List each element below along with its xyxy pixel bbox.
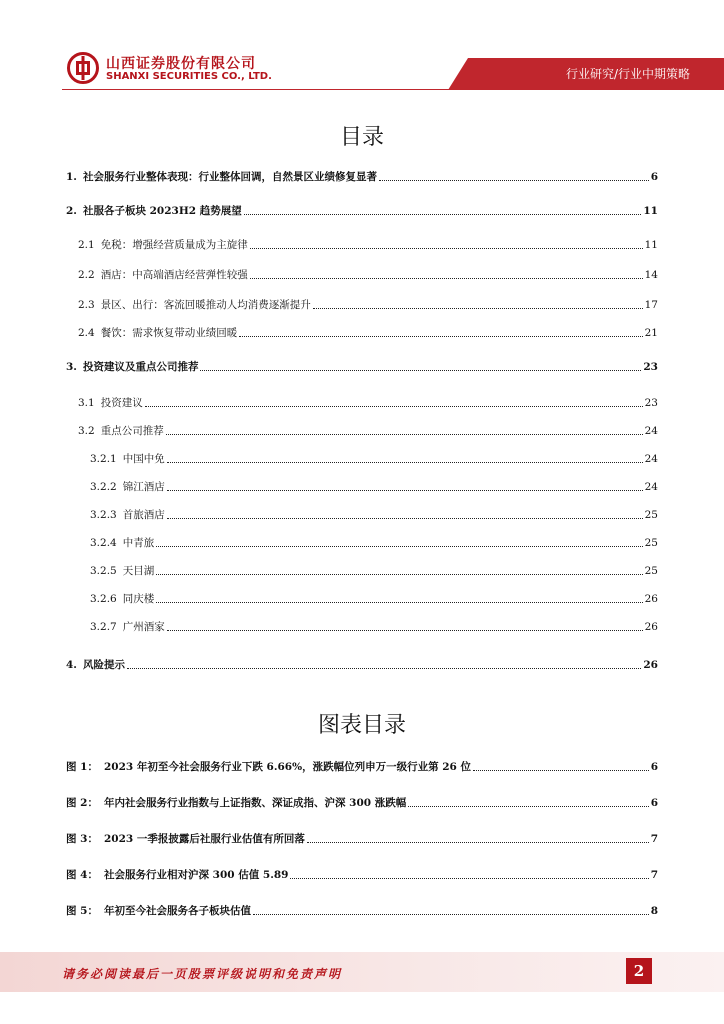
dot-leader xyxy=(290,878,648,879)
toc-entry-page: 25 xyxy=(644,537,658,549)
dot-leader xyxy=(166,434,643,435)
dot-leader xyxy=(127,668,641,669)
dot-leader xyxy=(145,406,643,407)
toc-entry[interactable] xyxy=(90,534,658,550)
figure-entry-label: 年内社会服务行业指数与上证指数、深证成指、沪深 300 涨跌幅 xyxy=(104,797,407,809)
toc-entry-number: 2. xyxy=(66,205,77,217)
toc-entry-number: 3.2.3 xyxy=(90,509,117,521)
figure-entry[interactable] xyxy=(66,794,658,810)
toc-entry-label: 首旅酒店 xyxy=(122,509,165,521)
toc-title: 目录 xyxy=(339,125,384,150)
toc-entry[interactable] xyxy=(90,450,658,466)
toc-entry[interactable] xyxy=(78,236,658,252)
toc-entry-number: 3.2.6 xyxy=(90,593,117,605)
toc-entry[interactable] xyxy=(66,202,658,218)
footer-disclaimer: 请务必阅读最后一页股票评级说明和免责声明 xyxy=(62,967,343,981)
dot-leader xyxy=(239,336,642,337)
dot-leader xyxy=(473,770,649,771)
dot-leader xyxy=(250,248,643,249)
dot-leader xyxy=(379,180,649,181)
toc-entry[interactable] xyxy=(90,590,658,606)
figure-entry-label: 社会服务行业相对沪深 300 估值 5.89 xyxy=(104,869,289,881)
toc-entry-number: 3.2.1 xyxy=(90,453,117,465)
figure-entry-number: 图 3： xyxy=(66,833,98,845)
dot-leader xyxy=(307,842,649,843)
figure-entry-page: 6 xyxy=(650,761,658,773)
dot-leader xyxy=(250,278,643,279)
toc-entry-page: 11 xyxy=(644,239,658,251)
dot-leader xyxy=(156,602,642,603)
toc-entry-label: 免税：增强经营质量成为主旋律 xyxy=(100,239,248,251)
figure-entry-page: 7 xyxy=(650,869,658,881)
toc-entry-label: 景区、出行：客流回暖推动人均消费逐渐提升 xyxy=(100,299,311,311)
figure-list-title: 图表目录 xyxy=(317,713,406,738)
toc-entry-number: 3.1 xyxy=(78,397,95,409)
toc-entry-number: 3.2.2 xyxy=(90,481,117,493)
toc-entry-label: 中青旅 xyxy=(122,537,155,549)
dot-leader xyxy=(408,806,648,807)
page-header xyxy=(0,0,724,96)
toc-entry[interactable] xyxy=(78,296,658,312)
toc-entry-label: 天目湖 xyxy=(122,565,155,577)
toc-entry-page: 26 xyxy=(644,621,658,633)
toc-entry-page: 26 xyxy=(643,659,658,671)
dot-leader xyxy=(244,214,642,215)
toc-entry-page: 25 xyxy=(644,509,658,521)
dot-leader xyxy=(200,370,641,371)
toc-entry-page: 24 xyxy=(644,425,658,437)
toc-entry-page: 11 xyxy=(643,205,658,217)
toc-entry[interactable] xyxy=(66,358,658,374)
company-name-cn: 山西证券股份有限公司 xyxy=(106,56,256,72)
toc-entry-label: 锦江酒店 xyxy=(122,481,165,493)
toc-entry[interactable] xyxy=(78,394,658,410)
figure-entry-label: 2023 年初至今社会服务行业下跌 6.66%，涨跌幅位列申万一级行业第 26 位 xyxy=(104,761,472,773)
dot-leader xyxy=(167,462,643,463)
toc-entry-label: 中国中免 xyxy=(122,453,165,465)
figure-entry-number: 图 2： xyxy=(66,797,98,809)
report-category: 行业研究/行业中期策略 xyxy=(565,67,690,81)
toc-entry[interactable] xyxy=(90,618,658,634)
toc-entry-number: 3.2 xyxy=(78,425,95,437)
toc-entry-label: 同庆楼 xyxy=(122,593,155,605)
dot-leader xyxy=(167,490,643,491)
toc-entry-number: 3.2.7 xyxy=(90,621,117,633)
page-number: 2 xyxy=(626,958,652,984)
header-divider xyxy=(62,89,724,90)
toc-entry[interactable] xyxy=(78,422,658,438)
figure-entry-page: 8 xyxy=(650,905,658,917)
toc-entry-page: 23 xyxy=(644,397,658,409)
toc-entry-page: 24 xyxy=(644,453,658,465)
toc-entry-number: 2.4 xyxy=(78,327,95,339)
figure-entry-page: 6 xyxy=(650,797,658,809)
toc-entry-page: 24 xyxy=(644,481,658,493)
toc-entry-number: 1. xyxy=(66,171,77,183)
toc-entry-number: 2.2 xyxy=(78,269,95,281)
figure-entry-number: 图 1： xyxy=(66,761,98,773)
toc-entry-label: 餐饮：需求恢复带动业绩回暖 xyxy=(100,327,238,339)
figure-entry[interactable] xyxy=(66,902,658,918)
dot-leader xyxy=(253,914,649,915)
toc-entry-page: 23 xyxy=(643,361,658,373)
toc-entry-label: 风险提示 xyxy=(82,659,125,671)
dot-leader xyxy=(313,308,643,309)
dot-leader xyxy=(167,630,643,631)
toc-entry-page: 21 xyxy=(644,327,658,339)
dot-leader xyxy=(156,546,642,547)
toc-entry-number: 2.3 xyxy=(78,299,95,311)
toc-entry-label: 投资建议 xyxy=(100,397,143,409)
toc-entry-label: 广州酒家 xyxy=(122,621,165,633)
toc-entry-page: 6 xyxy=(650,171,658,183)
toc-entry[interactable] xyxy=(78,266,658,282)
toc-entry-label: 社会服务行业整体表现：行业整体回调，自然景区业绩修复显著 xyxy=(82,171,377,183)
toc-entry-number: 4. xyxy=(66,659,77,671)
toc-entry[interactable] xyxy=(66,656,658,672)
toc-entry-number: 3.2.4 xyxy=(90,537,117,549)
figure-entry-label: 2023 一季报披露后社服行业估值有所回落 xyxy=(104,833,305,845)
toc-entry[interactable] xyxy=(90,562,658,578)
toc-entry[interactable] xyxy=(78,324,658,340)
toc-entry-label: 社服各子板块 2023H2 趋势展望 xyxy=(82,205,242,217)
toc-entry-page: 26 xyxy=(644,593,658,605)
company-name-en: SHANXI SECURITIES CO., LTD. xyxy=(106,71,272,82)
toc-entry-page: 25 xyxy=(644,565,658,577)
dot-leader xyxy=(167,518,643,519)
toc-entry-label: 投资建议及重点公司推荐 xyxy=(82,361,199,373)
toc-entry-label: 重点公司推荐 xyxy=(100,425,164,437)
toc-entry-number: 3. xyxy=(66,361,77,373)
figure-entry-label: 年初至今社会服务各子板块估值 xyxy=(104,905,251,917)
toc-entry[interactable] xyxy=(66,168,658,184)
toc-entry-page: 17 xyxy=(644,299,658,311)
toc-entry-label: 酒店：中高端酒店经营弹性较强 xyxy=(100,269,248,281)
toc-entry[interactable] xyxy=(90,506,658,522)
figure-entry-number: 图 5： xyxy=(66,905,98,917)
figure-entry[interactable] xyxy=(66,758,658,774)
toc-entry-number: 2.1 xyxy=(78,239,95,251)
toc-entry-number: 3.2.5 xyxy=(90,565,117,577)
toc-entry-page: 14 xyxy=(644,269,658,281)
shanxi-securities-logo-icon xyxy=(67,52,99,84)
figure-entry-number: 图 4： xyxy=(66,869,98,881)
toc-entry[interactable] xyxy=(90,478,658,494)
figure-entry[interactable] xyxy=(66,866,658,882)
figure-entry-page: 7 xyxy=(650,833,658,845)
figure-entry[interactable] xyxy=(66,830,658,846)
dot-leader xyxy=(156,574,642,575)
